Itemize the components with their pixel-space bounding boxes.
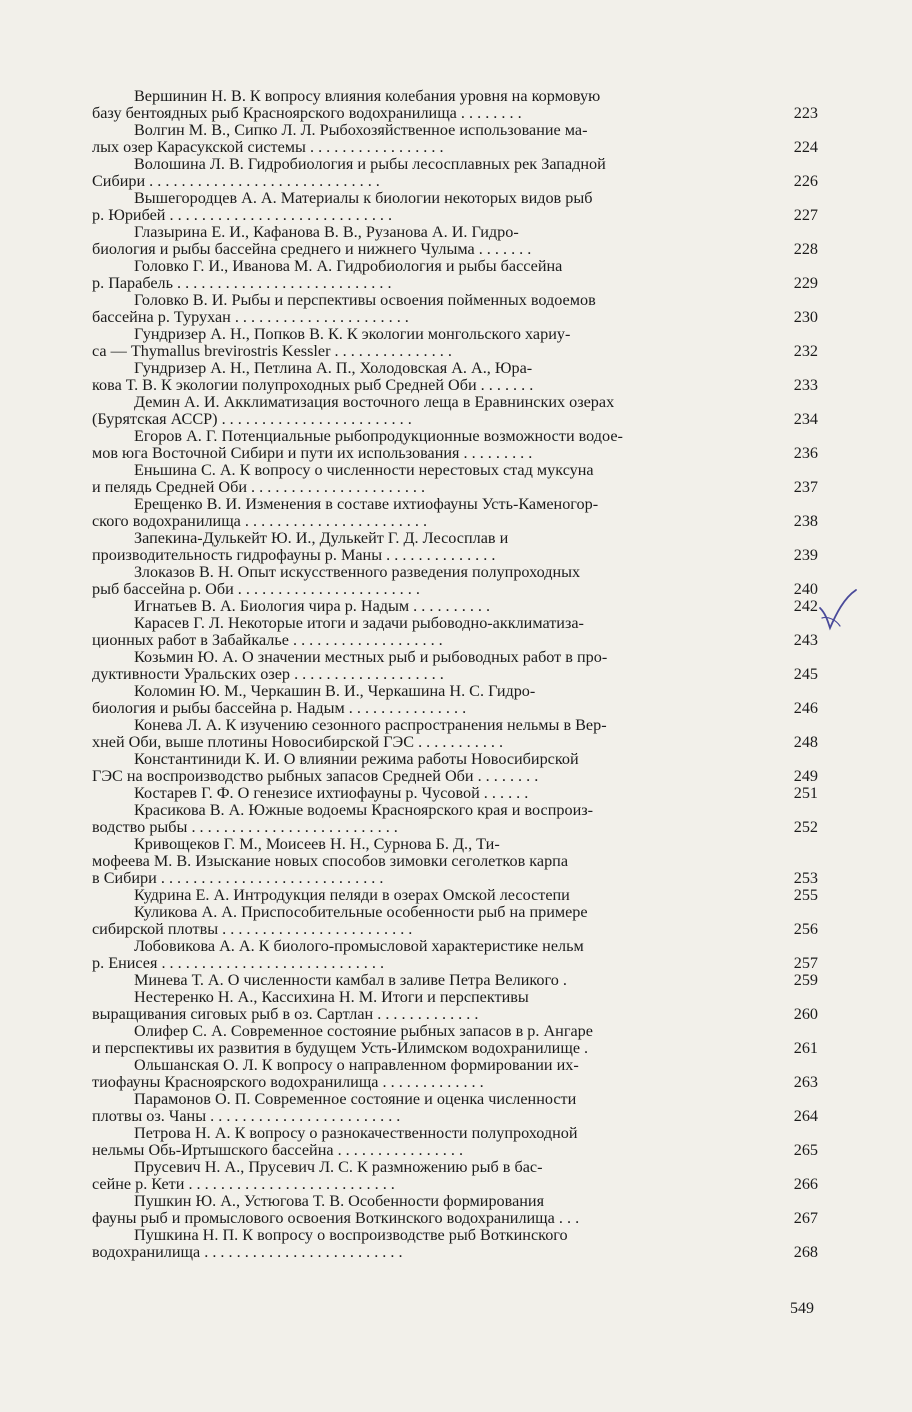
toc-entry-text: ГЭС на воспроизводство рыбных запасов Средней Оби . . . . . . . . [92, 768, 539, 785]
toc-entry-line [92, 156, 818, 173]
toc-entry-line [92, 819, 818, 836]
toc-entry-text: мофеева М. В. Изыскание новых способов зимовки сеголетков карпа [92, 852, 569, 870]
toc-entry [92, 258, 818, 292]
toc-entry-page: 228 [793, 240, 818, 258]
toc-entry-line [92, 462, 818, 479]
toc-entry [92, 904, 818, 938]
toc-entry-line [92, 241, 818, 258]
toc-entry-line [92, 1023, 818, 1040]
toc-entry-line [92, 309, 818, 326]
toc-entry [92, 496, 818, 530]
toc-entry [92, 615, 818, 649]
toc-entry-text: Нестеренко Н. А., Кассихина Н. М. Итоги и перспективы [134, 988, 529, 1006]
toc-entry-text: фауны рыб и промыслового освоения Воткинского водохранилища . . . [92, 1210, 580, 1227]
toc-entry-line [92, 1108, 818, 1125]
toc-entry-text: Волгин М. В., Сипко Л. Л. Рыбохозяйственное использование ма- [134, 121, 588, 139]
toc-entry-page: 257 [793, 954, 818, 972]
toc-entry [92, 785, 818, 802]
toc-entry [92, 887, 818, 904]
toc-entry-page: 224 [793, 138, 818, 156]
toc-entry-text: Демин А. И. Акклиматизация восточного леща в Еравнинских озерах [134, 393, 615, 411]
toc-entry-text: водство рыбы . . . . . . . . . . . . . . . . . . . . . . . . . . [92, 819, 398, 836]
toc-entry-line [92, 190, 818, 207]
toc-entry-line [92, 207, 818, 224]
toc-entry-page: 238 [793, 512, 818, 530]
toc-entry-page: 256 [793, 920, 818, 938]
toc-entry-page: 248 [793, 733, 818, 751]
toc-entry-page: 249 [793, 767, 818, 785]
table-of-contents [92, 88, 818, 1261]
toc-entry-text: Куликова А. А. Приспособительные особенности рыб на примере [134, 903, 588, 921]
toc-entry-page: 237 [793, 478, 818, 496]
toc-entry-text: лых озер Карасукской системы . . . . . . . . . . . . . . . . . [92, 139, 444, 156]
toc-entry-page: 265 [793, 1141, 818, 1159]
toc-entry-text: Пушкина Н. П. К вопросу о воспроизводстве рыб Воткинского [134, 1226, 568, 1244]
toc-entry-line [92, 224, 818, 241]
toc-entry-page: 233 [793, 376, 818, 394]
toc-entry-page: 246 [793, 699, 818, 717]
toc-entry-line [92, 581, 818, 598]
toc-entry-text: водохранилища . . . . . . . . . . . . . . . . . . . . . . . . . [92, 1244, 403, 1261]
toc-entry-text: Игнатьев В. А. Биология чира р. Надым . . . . . . . . . . [134, 598, 491, 615]
toc-entry [92, 360, 818, 394]
toc-entry-line [92, 496, 818, 513]
toc-entry-line [92, 785, 818, 802]
toc-entry [92, 649, 818, 683]
toc-entry-line [92, 122, 818, 139]
toc-entry-text: Егоров А. Г. Потенциальные рыбопродукционные возможности водое- [134, 427, 623, 445]
toc-entry-line [92, 1074, 818, 1091]
toc-entry-line [92, 887, 818, 904]
toc-entry [92, 938, 818, 972]
toc-entry-page: 264 [793, 1107, 818, 1125]
toc-entry-text: Минева Т. А. О численности камбал в заливе Петра Великого . [134, 972, 567, 989]
toc-entry-line [92, 1142, 818, 1159]
toc-entry-text: Лобовикова А. А. К биолого-промысловой характеристике нельм [134, 937, 584, 955]
toc-entry-page: 261 [793, 1039, 818, 1057]
toc-entry-page: 243 [793, 631, 818, 649]
toc-entry-line [92, 768, 818, 785]
toc-entry-text: Вышегородцев А. А. Материалы к биологии некоторых видов рыб [134, 189, 593, 207]
toc-entry-text: Красикова В. А. Южные водоемы Красноярского края и воспроиз- [134, 801, 594, 819]
toc-entry-line [92, 275, 818, 292]
toc-entry-page: 239 [793, 546, 818, 564]
toc-entry-page: 260 [793, 1005, 818, 1023]
toc-entry-line [92, 479, 818, 496]
toc-entry [92, 428, 818, 462]
toc-entry-page: 227 [793, 206, 818, 224]
toc-entry-line [92, 1159, 818, 1176]
toc-entry-line [92, 1244, 818, 1261]
toc-entry-page: 263 [793, 1073, 818, 1091]
toc-entry-line [92, 870, 818, 887]
toc-entry-page: 240 [793, 580, 818, 598]
toc-entry-text: базу бентоядных рыб Красноярского водохранилища . . . . . . . . [92, 105, 522, 122]
toc-entry-line [92, 683, 818, 700]
toc-entry-text: Карасев Г. Л. Некоторые итоги и задачи рыбоводно-акклиматиза- [134, 614, 584, 632]
toc-entry-text: бассейна р. Турухан . . . . . . . . . . . . . . . . . . . . . . [92, 309, 409, 326]
toc-entry-page: 232 [793, 342, 818, 360]
toc-entry-text: Козьмин Ю. А. О значении местных рыб и рыбоводных работ в про- [134, 648, 608, 666]
toc-entry [92, 1193, 818, 1227]
toc-entry-page: 229 [793, 274, 818, 292]
toc-entry-text: и перспективы их развития в будущем Усть-Илимском водохранилище . [92, 1040, 589, 1057]
toc-entry [92, 717, 818, 751]
toc-entry-line [92, 1176, 818, 1193]
toc-entry-text: Коломин Ю. М., Черкашин В. И., Черкашина Н. С. Гидро- [134, 682, 536, 700]
toc-entry-text: Конева Л. А. К изучению сезонного распространения нельмы в Вер- [134, 716, 607, 734]
toc-entry-text: Волошина Л. В. Гидробиология и рыбы лесосплавных рек Западной [134, 155, 606, 173]
toc-entry-text: выращивания сиговых рыб в оз. Сартлан . . . . . . . . . . . . . [92, 1006, 479, 1023]
toc-entry-line [92, 666, 818, 683]
toc-entry-line [92, 717, 818, 734]
toc-entry-line [92, 1006, 818, 1023]
toc-entry-line [92, 445, 818, 462]
toc-entry-text: Костарев Г. Ф. О генезисе ихтиофауны р. Чусовой . . . . . . [134, 785, 529, 802]
toc-entry [92, 292, 818, 326]
toc-entry-text: Константиниди К. И. О влиянии режима работы Новосибирской [134, 750, 579, 768]
toc-entry [92, 802, 818, 836]
toc-entry-line [92, 292, 818, 309]
toc-entry-page: 252 [793, 818, 818, 836]
toc-entry-text: Гундризер А. Н., Петлина А. П., Холодовская А. А., Юра- [134, 359, 533, 377]
toc-entry-text: Кудрина Е. А. Интродукция пеляди в озерах Омской лесостепи [134, 887, 570, 904]
toc-entry-line [92, 1227, 818, 1244]
toc-entry [92, 224, 818, 258]
toc-entry-text: Кривощеков Г. М., Моисеев Н. Н., Сурнова Б. Д., Ти- [134, 835, 500, 853]
toc-entry-text: Петрова Н. А. К вопросу о разнокачественности полупроходной [134, 1124, 578, 1142]
toc-entry [92, 122, 818, 156]
toc-entry [92, 1227, 818, 1261]
toc-entry-text: (Бурятская АССР) . . . . . . . . . . . . . . . . . . . . . . . . [92, 411, 412, 428]
toc-entry-text: мов юга Восточной Сибири и пути их использования . . . . . . . . . [92, 445, 533, 462]
toc-entry [92, 989, 818, 1023]
toc-entry-text: Ольшанская О. Л. К вопросу о направленном формировании их- [134, 1056, 579, 1074]
toc-entry-page: 223 [793, 104, 818, 122]
toc-entry [92, 1057, 818, 1091]
toc-entry-text: плотвы оз. Чаны . . . . . . . . . . . . . . . . . . . . . . . . [92, 1108, 401, 1125]
toc-entry-text: Парамонов О. П. Современное состояние и оценка численности [134, 1090, 577, 1108]
toc-entry-line [92, 530, 818, 547]
toc-entry [92, 972, 818, 989]
toc-entry-text: са — Thymallus brevirostris Kessler . . . . . . . . . . . . . . . [92, 343, 452, 360]
toc-entry-text: тиофауны Красноярского водохранилища . . . . . . . . . . . . . [92, 1074, 484, 1091]
toc-entry-line [92, 1125, 818, 1142]
toc-entry-text: Пушкин Ю. А., Устюгова Т. В. Особенности формирования [134, 1192, 545, 1210]
toc-entry-line [92, 802, 818, 819]
toc-entry-line [92, 700, 818, 717]
toc-entry-line [92, 598, 818, 615]
toc-entry [92, 836, 818, 887]
toc-entry-line [92, 173, 818, 190]
toc-entry-text: нельмы Обь-Иртышского бассейна . . . . . . . . . . . . . . . . [92, 1142, 464, 1159]
toc-entry-text: Ерещенко В. И. Изменения в составе ихтиофауны Усть-Каменогор- [134, 495, 599, 513]
toc-entry [92, 751, 818, 785]
toc-entry-line [92, 343, 818, 360]
toc-entry-line [92, 326, 818, 343]
toc-entry-line [92, 377, 818, 394]
toc-entry-page: 267 [793, 1209, 818, 1227]
toc-entry-page: 234 [793, 410, 818, 428]
toc-entry-line [92, 836, 818, 853]
toc-entry-page: 245 [793, 665, 818, 683]
toc-entry-text: Глазырина Е. И., Кафанова В. В., Рузанова А. И. Гидро- [134, 223, 519, 241]
toc-entry [92, 564, 818, 598]
toc-entry-text: Гундризер А. Н., Попков В. К. К экологии монгольского хариу- [134, 325, 571, 343]
toc-entry [92, 190, 818, 224]
toc-entry-text: рыб бассейна р. Оби . . . . . . . . . . . . . . . . . . . . . . . [92, 581, 420, 598]
toc-entry-line [92, 360, 818, 377]
toc-entry-line [92, 649, 818, 666]
toc-entry-line [92, 972, 818, 989]
toc-entry-line [92, 1057, 818, 1074]
toc-entry-line [92, 1091, 818, 1108]
toc-entry-line [92, 88, 818, 105]
toc-entry-page: 236 [793, 444, 818, 462]
toc-entry [92, 683, 818, 717]
toc-entry-text: биология и рыбы бассейна р. Надым . . . . . . . . . . . . . . . [92, 700, 467, 717]
toc-entry-text: кова Т. В. К экологии полупроходных рыб Средней Оби . . . . . . . [92, 377, 534, 394]
toc-entry-page: 253 [793, 869, 818, 887]
toc-entry-text: хней Оби, выше плотины Новосибирской ГЭС . . . . . . . . . . . [92, 734, 504, 751]
toc-entry-line [92, 921, 818, 938]
toc-entry-text: ционных работ в Забайкалье . . . . . . . . . . . . . . . . . . . [92, 632, 443, 649]
toc-entry-text: и пелядь Средней Оби . . . . . . . . . . . . . . . . . . . . . . [92, 479, 426, 496]
toc-entry-text: Злоказов В. Н. Опыт искусственного разведения полупроходных [134, 563, 581, 581]
toc-entry-line [92, 853, 818, 870]
toc-entry-page: 266 [793, 1175, 818, 1193]
toc-entry-line [92, 734, 818, 751]
toc-entry-line [92, 615, 818, 632]
toc-entry-line [92, 411, 818, 428]
toc-entry-text: дуктивности Уральских озер . . . . . . . . . . . . . . . . . . . [92, 666, 444, 683]
toc-entry-text: производительность гидрофауны р. Маны . . . . . . . . . . . . . . [92, 547, 496, 564]
checkmark-annotation-icon [818, 588, 858, 632]
toc-entry-line [92, 632, 818, 649]
toc-entry [92, 394, 818, 428]
toc-entry-line [92, 564, 818, 581]
toc-entry-text: Головко Г. И., Иванова М. А. Гидробиология и рыбы бассейна [134, 257, 563, 275]
toc-entry-page: 226 [793, 172, 818, 190]
toc-entry-text: Еньшина С. А. К вопросу о численности нерестовых стад муксуна [134, 461, 594, 479]
toc-entry-page: 242 [793, 597, 818, 615]
toc-entry-line [92, 105, 818, 122]
toc-entry-line [92, 428, 818, 445]
toc-entry-line [92, 547, 818, 564]
toc-entry-text: биология и рыбы бассейна среднего и нижнего Чулыма . . . . . . . [92, 241, 532, 258]
toc-entry-text: сейне р. Кети . . . . . . . . . . . . . . . . . . . . . . . . . . [92, 1176, 395, 1193]
toc-entry [92, 598, 818, 615]
toc-entry-line [92, 139, 818, 156]
toc-entry-text: Головко В. И. Рыбы и перспективы освоения пойменных водоемов [134, 291, 596, 309]
toc-entry-line [92, 938, 818, 955]
toc-entry-text: Олифер С. А. Современное состояние рыбных запасов в р. Ангаре [134, 1022, 593, 1040]
toc-entry-text: ского водохранилища . . . . . . . . . . . . . . . . . . . . . . . [92, 513, 428, 530]
toc-entry-line [92, 751, 818, 768]
toc-entry-line [92, 989, 818, 1006]
toc-entry [92, 1091, 818, 1125]
toc-entry-text: Вершинин Н. В. К вопросу влияния колебания уровня на кормовую [134, 87, 601, 105]
toc-entry-text: Сибири . . . . . . . . . . . . . . . . . . . . . . . . . . . . . [92, 173, 380, 190]
toc-entry-line [92, 955, 818, 972]
toc-entry [92, 1023, 818, 1057]
page-number: 549 [790, 1300, 814, 1317]
toc-entry-line [92, 513, 818, 530]
toc-entry [92, 1125, 818, 1159]
toc-entry-line [92, 394, 818, 411]
toc-entry [92, 1159, 818, 1193]
toc-entry [92, 156, 818, 190]
toc-entry [92, 326, 818, 360]
toc-entry-line [92, 1210, 818, 1227]
toc-entry [92, 88, 818, 122]
toc-entry-line [92, 904, 818, 921]
toc-entry-text: Прусевич Н. А., Прусевич Л. С. К размножению рыб в бас- [134, 1158, 543, 1176]
toc-entry [92, 462, 818, 496]
toc-entry-line [92, 1193, 818, 1210]
toc-entry-line [92, 1040, 818, 1057]
toc-entry-text: сибирской плотвы . . . . . . . . . . . . . . . . . . . . . . . . [92, 921, 413, 938]
toc-entry-text: р. Енисея . . . . . . . . . . . . . . . . . . . . . . . . . . . . [92, 955, 385, 972]
toc-entry-page: 230 [793, 308, 818, 326]
toc-entry-text: в Сибири . . . . . . . . . . . . . . . . . . . . . . . . . . . . [92, 870, 384, 887]
toc-entry-text: р. Юрибей . . . . . . . . . . . . . . . . . . . . . . . . . . . . [92, 207, 393, 224]
toc-entry [92, 530, 818, 564]
toc-entry-page: 255 [793, 886, 818, 904]
toc-entry-line [92, 258, 818, 275]
toc-entry-text: Запекина-Дулькейт Ю. И., Дулькейт Г. Д. Лесосплав и [134, 529, 509, 547]
toc-entry-page: 268 [793, 1243, 818, 1261]
toc-entry-page: 251 [793, 784, 818, 802]
toc-entry-page: 259 [793, 971, 818, 989]
toc-entry-text: р. Парабель . . . . . . . . . . . . . . . . . . . . . . . . . . . [92, 275, 392, 292]
